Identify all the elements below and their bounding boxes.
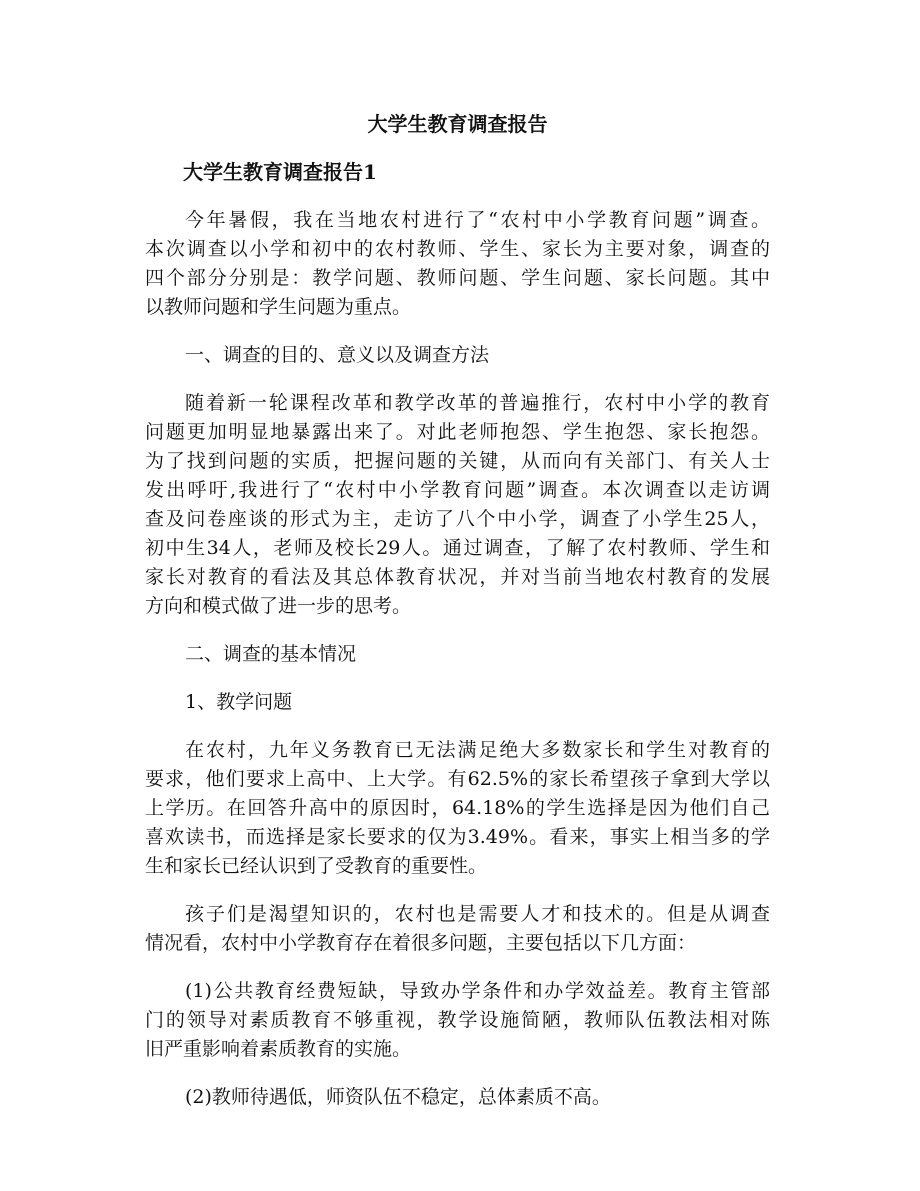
paragraph-line: 发出呼吁,我进行了“农村中小学教育问题”调查。本次调查以走访调 [145, 479, 770, 501]
paragraph: (2)教师待遇低，师资队伍不稳定，总体素质不高。 [185, 1086, 611, 1108]
document-title: 大学生教育调查报告 [367, 112, 548, 136]
paragraph-line: 以教师问题和学生问题为重点。 [145, 296, 412, 318]
paragraph-line: 查及问卷座谈的形式为主，走访了八个中小学，调查了小学生25人， [145, 508, 770, 530]
paragraph [145, 736, 770, 881]
document-page [145, 110, 770, 1131]
paragraph-line: (1)公共教育经费短缺，导致办学条件和办学效益差。教育主管部 [185, 980, 770, 1002]
section-heading: 大学生教育调查报告1 [183, 160, 377, 184]
paragraph-line: 生和家长已经认识到了受教育的重要性。 [145, 855, 488, 877]
paragraph-line: 今年暑假，我在当地农村进行了“农村中小学教育问题”调查。 [185, 209, 770, 231]
paragraph: 二、调查的基本情况 [185, 643, 357, 665]
paragraph-line: 随着新一轮课程改革和教学改革的普遍推行，农村中小学的教育 [185, 392, 770, 414]
paragraph-line: 家长对教育的看法及其总体教育状况，并对当前当地农村教育的发展 [145, 566, 770, 588]
paragraph-line: 问题更加明显地暴露出来了。对此老师抱怨、学生抱怨、家长抱怨。 [145, 421, 770, 443]
paragraph-line: 旧严重影响着素质教育的实施。 [145, 1038, 412, 1060]
paragraph [145, 206, 770, 322]
paragraph-line: 本次调查以小学和初中的农村教师、学生、家长为主要对象，调查的 [145, 238, 770, 260]
paragraph-line: 上学历。在回答升高中的原因时，64.18%的学生选择是因为他们自己 [145, 797, 770, 819]
paragraph [145, 977, 770, 1064]
paragraph-line: 在农村，九年义务教育已无法满足绝大多数家长和学生对教育的 [185, 739, 770, 761]
paragraph-line: 喜欢读书，而选择是家长要求的仅为3.49%。看来，事实上相当多的学 [145, 826, 770, 848]
paragraph: 1、教学问题 [185, 691, 293, 713]
document-body [145, 206, 770, 1112]
paragraph-line: 方向和模式做了进一步的思考。 [145, 595, 412, 617]
paragraph: 一、调查的目的、意义以及调查方法 [185, 344, 490, 366]
paragraph [145, 900, 770, 958]
paragraph-line: 情况看，农村中小学教育存在着很多问题，主要包括以下几方面： [145, 932, 697, 954]
paragraph [145, 389, 770, 621]
paragraph-line: 要求，他们要求上高中、上大学。有62.5%的家长希望孩子拿到大学以 [145, 768, 770, 790]
paragraph-line: 初中生34人，老师及校长29人。通过调查，了解了农村教师、学生和 [145, 537, 770, 559]
paragraph-line: 孩子们是渴望知识的，农村也是需要人才和技术的。但是从调查 [185, 903, 770, 925]
paragraph-line: 为了找到问题的实质，把握问题的关键，从而向有关部门、有关人士 [145, 450, 770, 472]
paragraph-line: 门的领导对素质教育不够重视，教学设施简陋，教师队伍教法相对陈 [145, 1009, 770, 1031]
paragraph-line: 四个部分分别是：教学问题、教师问题、学生问题、家长问题。其中 [145, 267, 770, 289]
